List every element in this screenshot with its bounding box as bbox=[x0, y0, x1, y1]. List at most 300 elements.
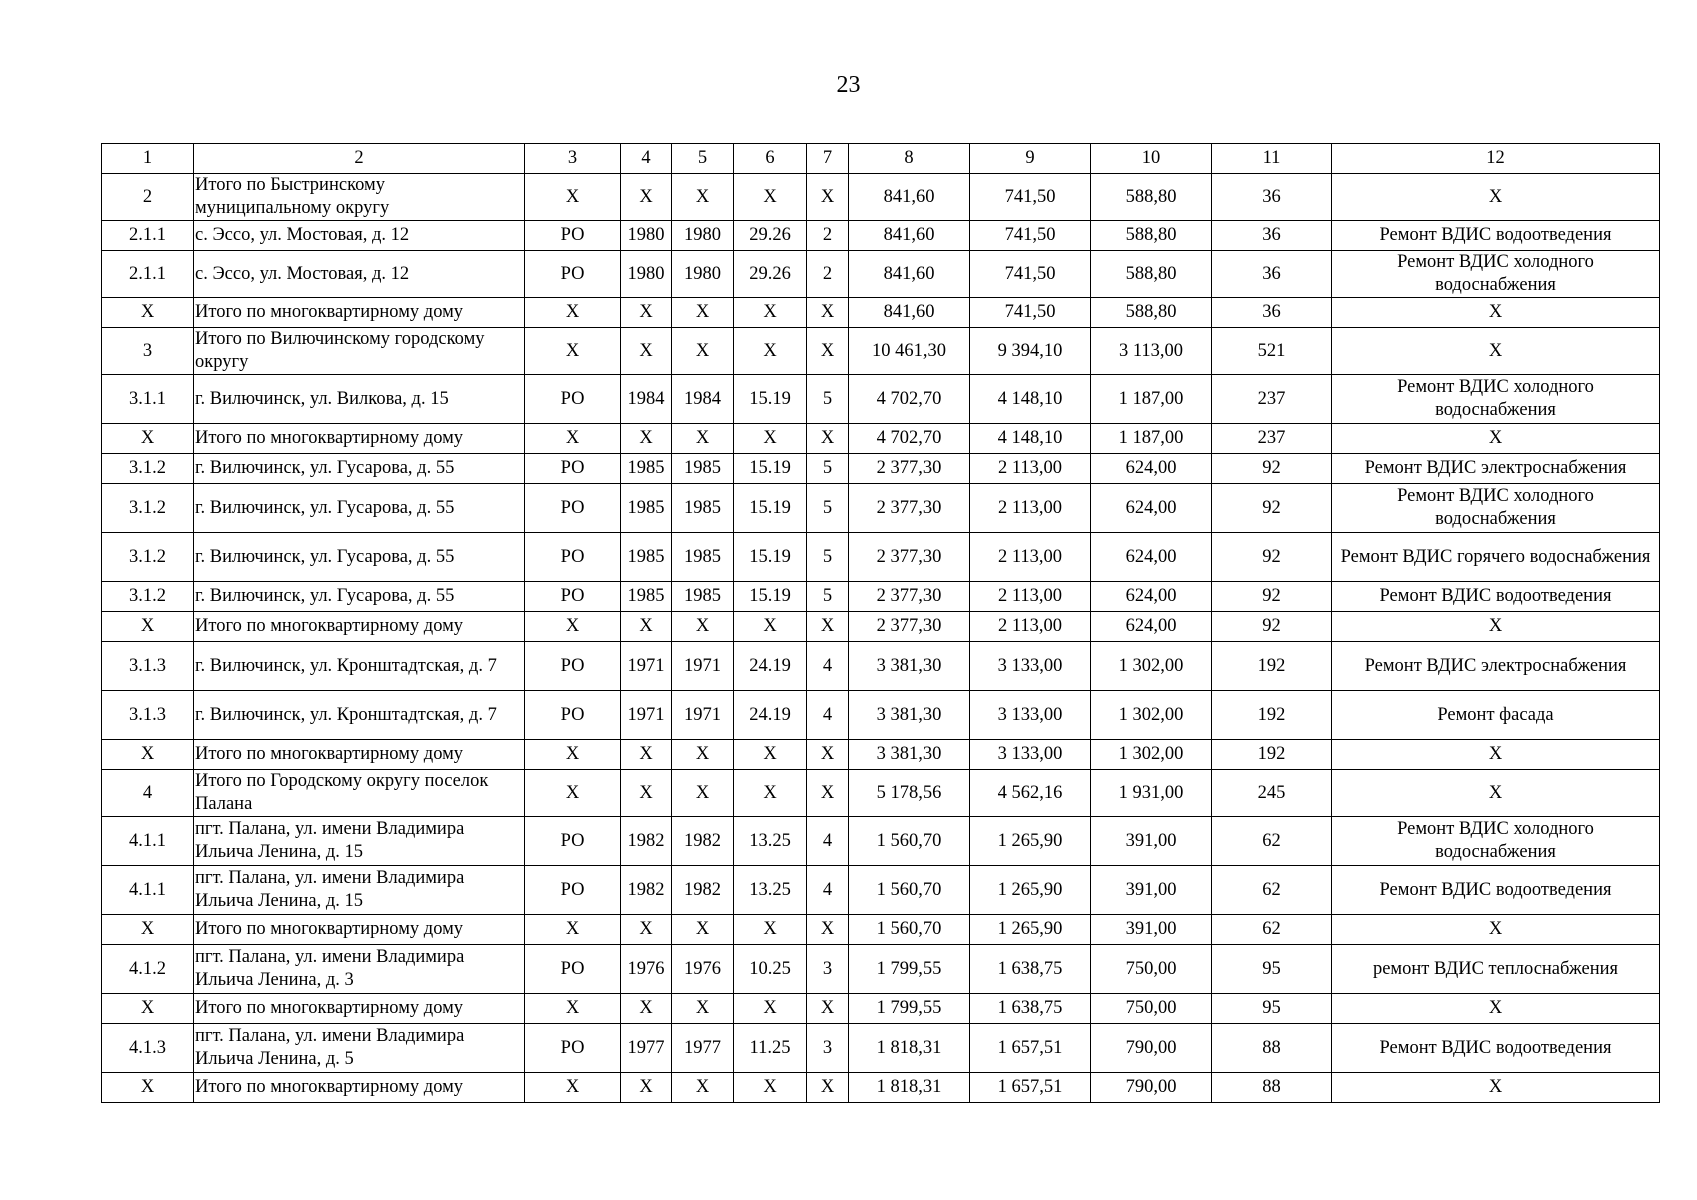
cell-year-commissioned: X bbox=[672, 994, 734, 1024]
cell-work-type: РО bbox=[525, 691, 621, 740]
cell-address: г. Вилючинск, ул. Гусарова, д. 55 bbox=[194, 484, 525, 533]
cell-work-type: X bbox=[525, 1073, 621, 1103]
table-row bbox=[102, 642, 1660, 691]
cell-work-description: X bbox=[1332, 298, 1660, 328]
cell-floors: X bbox=[807, 298, 849, 328]
cell-floors: 3 bbox=[807, 1024, 849, 1073]
cell-residents: 192 bbox=[1212, 740, 1332, 770]
cell-address: Итого по Городскому округу поселок Палана bbox=[194, 770, 525, 817]
cell-work-description: Ремонт ВДИС холодного водоснабжения bbox=[1332, 251, 1660, 298]
cell-year-built: 1982 bbox=[621, 817, 672, 866]
cell-floors: X bbox=[807, 740, 849, 770]
cell-nonliving-area: 624,00 bbox=[1091, 454, 1212, 484]
cell-total-area: 3 381,30 bbox=[849, 691, 970, 740]
cell-nonliving-area: 588,80 bbox=[1091, 251, 1212, 298]
cell-year-built: 1985 bbox=[621, 533, 672, 582]
cell-address: г. Вилючинск, ул. Вилкова, д. 15 bbox=[194, 375, 525, 424]
cell-total-area: 2 377,30 bbox=[849, 484, 970, 533]
cell-living-area: 2 113,00 bbox=[970, 454, 1091, 484]
cell-living-area: 3 133,00 bbox=[970, 642, 1091, 691]
cell-living-area: 1 265,90 bbox=[970, 915, 1091, 945]
cell-residents: 36 bbox=[1212, 174, 1332, 221]
cell-living-area: 2 113,00 bbox=[970, 533, 1091, 582]
cell-year-commissioned: 1985 bbox=[672, 582, 734, 612]
cell-work-description: Ремонт ВДИС водоотведения bbox=[1332, 1024, 1660, 1073]
table-row bbox=[102, 328, 1660, 375]
header-cell: 9 bbox=[970, 144, 1091, 174]
cell-norm: 15.19 bbox=[734, 484, 807, 533]
cell-nonliving-area: 790,00 bbox=[1091, 1073, 1212, 1103]
cell-row-number: 4.1.1 bbox=[102, 817, 194, 866]
cell-norm: 13.25 bbox=[734, 866, 807, 915]
cell-work-type: X bbox=[525, 740, 621, 770]
cell-living-area: 1 638,75 bbox=[970, 945, 1091, 994]
cell-floors: 5 bbox=[807, 375, 849, 424]
cell-row-number: X bbox=[102, 740, 194, 770]
cell-year-built: X bbox=[621, 298, 672, 328]
cell-year-commissioned: X bbox=[672, 740, 734, 770]
cell-year-built: 1977 bbox=[621, 1024, 672, 1073]
cell-year-built: 1985 bbox=[621, 582, 672, 612]
cell-living-area: 3 133,00 bbox=[970, 691, 1091, 740]
cell-address: пгт. Палана, ул. имени Владимира Ильича Ленина, д. 3 bbox=[194, 945, 525, 994]
cell-address: Итого по многоквартирному дому bbox=[194, 740, 525, 770]
cell-year-commissioned: X bbox=[672, 328, 734, 375]
cell-residents: 95 bbox=[1212, 994, 1332, 1024]
cell-work-description: X bbox=[1332, 612, 1660, 642]
cell-total-area: 3 381,30 bbox=[849, 642, 970, 691]
cell-norm: X bbox=[734, 1073, 807, 1103]
cell-nonliving-area: 1 931,00 bbox=[1091, 770, 1212, 817]
cell-living-area: 3 133,00 bbox=[970, 740, 1091, 770]
cell-residents: 36 bbox=[1212, 251, 1332, 298]
header-cell: 7 bbox=[807, 144, 849, 174]
cell-living-area: 2 113,00 bbox=[970, 612, 1091, 642]
cell-address: г. Вилючинск, ул. Гусарова, д. 55 bbox=[194, 533, 525, 582]
cell-row-number: 4.1.1 bbox=[102, 866, 194, 915]
table-row bbox=[102, 915, 1660, 945]
cell-address: пгт. Палана, ул. имени Владимира Ильича Ленина, д. 15 bbox=[194, 866, 525, 915]
header-cell: 4 bbox=[621, 144, 672, 174]
cell-total-area: 10 461,30 bbox=[849, 328, 970, 375]
cell-work-description: ремонт ВДИС теплоснабжения bbox=[1332, 945, 1660, 994]
cell-year-commissioned: 1980 bbox=[672, 251, 734, 298]
cell-row-number: X bbox=[102, 1073, 194, 1103]
cell-work-description: X bbox=[1332, 740, 1660, 770]
cell-year-built: 1984 bbox=[621, 375, 672, 424]
cell-year-built: 1980 bbox=[621, 251, 672, 298]
cell-floors: 4 bbox=[807, 817, 849, 866]
cell-floors: X bbox=[807, 612, 849, 642]
cell-norm: X bbox=[734, 424, 807, 454]
cell-nonliving-area: 1 187,00 bbox=[1091, 375, 1212, 424]
cell-floors: 4 bbox=[807, 642, 849, 691]
cell-norm: 13.25 bbox=[734, 817, 807, 866]
cell-residents: 237 bbox=[1212, 375, 1332, 424]
table-row bbox=[102, 582, 1660, 612]
cell-residents: 36 bbox=[1212, 298, 1332, 328]
cell-living-area: 2 113,00 bbox=[970, 582, 1091, 612]
cell-row-number: 3 bbox=[102, 328, 194, 375]
cell-total-area: 1 560,70 bbox=[849, 866, 970, 915]
cell-nonliving-area: 588,80 bbox=[1091, 298, 1212, 328]
cell-norm: 10.25 bbox=[734, 945, 807, 994]
cell-year-commissioned: X bbox=[672, 915, 734, 945]
cell-work-type: X bbox=[525, 612, 621, 642]
cell-norm: X bbox=[734, 994, 807, 1024]
cell-living-area: 9 394,10 bbox=[970, 328, 1091, 375]
cell-row-number: 3.1.2 bbox=[102, 582, 194, 612]
cell-living-area: 1 638,75 bbox=[970, 994, 1091, 1024]
cell-norm: 29.26 bbox=[734, 221, 807, 251]
table-row bbox=[102, 691, 1660, 740]
cell-work-type: РО bbox=[525, 484, 621, 533]
cell-address: Итого по многоквартирному дому bbox=[194, 298, 525, 328]
cell-address: Итого по многоквартирному дому bbox=[194, 915, 525, 945]
cell-floors: 4 bbox=[807, 866, 849, 915]
cell-living-area: 2 113,00 bbox=[970, 484, 1091, 533]
cell-total-area: 4 702,70 bbox=[849, 375, 970, 424]
cell-nonliving-area: 624,00 bbox=[1091, 582, 1212, 612]
cell-row-number: 3.1.3 bbox=[102, 691, 194, 740]
cell-floors: X bbox=[807, 994, 849, 1024]
cell-nonliving-area: 588,80 bbox=[1091, 221, 1212, 251]
cell-total-area: 1 560,70 bbox=[849, 915, 970, 945]
cell-residents: 92 bbox=[1212, 533, 1332, 582]
cell-work-description: X bbox=[1332, 994, 1660, 1024]
cell-nonliving-area: 750,00 bbox=[1091, 945, 1212, 994]
table-row bbox=[102, 424, 1660, 454]
cell-year-built: X bbox=[621, 174, 672, 221]
table-row bbox=[102, 174, 1660, 221]
cell-row-number: 3.1.2 bbox=[102, 484, 194, 533]
cell-address: г. Вилючинск, ул. Кронштадтская, д. 7 bbox=[194, 642, 525, 691]
page-number: 23 bbox=[836, 72, 861, 98]
header-cell: 6 bbox=[734, 144, 807, 174]
cell-work-description: Ремонт ВДИС водоотведения bbox=[1332, 221, 1660, 251]
cell-living-area: 741,50 bbox=[970, 251, 1091, 298]
cell-total-area: 1 560,70 bbox=[849, 817, 970, 866]
cell-living-area: 4 562,16 bbox=[970, 770, 1091, 817]
cell-work-description: Ремонт ВДИС водоотведения bbox=[1332, 582, 1660, 612]
cell-norm: 29.26 bbox=[734, 251, 807, 298]
cell-year-built: 1985 bbox=[621, 484, 672, 533]
cell-living-area: 4 148,10 bbox=[970, 424, 1091, 454]
cell-floors: 5 bbox=[807, 454, 849, 484]
cell-row-number: X bbox=[102, 994, 194, 1024]
cell-floors: 3 bbox=[807, 945, 849, 994]
cell-work-type: РО bbox=[525, 533, 621, 582]
header-cell: 11 bbox=[1212, 144, 1332, 174]
cell-row-number: 4 bbox=[102, 770, 194, 817]
cell-row-number: 2.1.1 bbox=[102, 221, 194, 251]
cell-nonliving-area: 1 302,00 bbox=[1091, 642, 1212, 691]
cell-total-area: 1 799,55 bbox=[849, 945, 970, 994]
cell-total-area: 2 377,30 bbox=[849, 582, 970, 612]
cell-work-type: X bbox=[525, 770, 621, 817]
cell-work-type: РО bbox=[525, 221, 621, 251]
cell-residents: 92 bbox=[1212, 612, 1332, 642]
cell-living-area: 741,50 bbox=[970, 298, 1091, 328]
cell-nonliving-area: 624,00 bbox=[1091, 533, 1212, 582]
cell-work-type: X bbox=[525, 994, 621, 1024]
cell-norm: 15.19 bbox=[734, 533, 807, 582]
cell-work-description: Ремонт ВДИС холодного водоснабжения bbox=[1332, 817, 1660, 866]
cell-year-commissioned: X bbox=[672, 174, 734, 221]
cell-total-area: 1 818,31 bbox=[849, 1073, 970, 1103]
cell-address: г. Вилючинск, ул. Гусарова, д. 55 bbox=[194, 582, 525, 612]
cell-work-type: X bbox=[525, 174, 621, 221]
cell-work-type: X bbox=[525, 424, 621, 454]
cell-nonliving-area: 588,80 bbox=[1091, 174, 1212, 221]
table-row bbox=[102, 817, 1660, 866]
cell-year-commissioned: 1982 bbox=[672, 817, 734, 866]
cell-floors: 5 bbox=[807, 533, 849, 582]
cell-norm: X bbox=[734, 298, 807, 328]
table-row bbox=[102, 994, 1660, 1024]
cell-residents: 92 bbox=[1212, 454, 1332, 484]
cell-work-type: РО bbox=[525, 582, 621, 612]
cell-total-area: 2 377,30 bbox=[849, 533, 970, 582]
cell-row-number: 3.1.2 bbox=[102, 533, 194, 582]
cell-address: пгт. Палана, ул. имени Владимира Ильича Ленина, д. 5 bbox=[194, 1024, 525, 1073]
cell-work-type: РО bbox=[525, 642, 621, 691]
cell-norm: X bbox=[734, 740, 807, 770]
cell-nonliving-area: 1 187,00 bbox=[1091, 424, 1212, 454]
cell-total-area: 5 178,56 bbox=[849, 770, 970, 817]
cell-year-built: 1982 bbox=[621, 866, 672, 915]
cell-row-number: X bbox=[102, 915, 194, 945]
cell-total-area: 2 377,30 bbox=[849, 454, 970, 484]
cell-residents: 88 bbox=[1212, 1024, 1332, 1073]
table-row bbox=[102, 484, 1660, 533]
cell-year-built: X bbox=[621, 915, 672, 945]
cell-living-area: 1 265,90 bbox=[970, 866, 1091, 915]
cell-address: Итого по многоквартирному дому bbox=[194, 1073, 525, 1103]
table-row bbox=[102, 221, 1660, 251]
table-row bbox=[102, 375, 1660, 424]
cell-nonliving-area: 3 113,00 bbox=[1091, 328, 1212, 375]
cell-address: пгт. Палана, ул. имени Владимира Ильича Ленина, д. 15 bbox=[194, 817, 525, 866]
cell-floors: X bbox=[807, 915, 849, 945]
cell-year-commissioned: 1985 bbox=[672, 484, 734, 533]
header-cell: 8 bbox=[849, 144, 970, 174]
table-row bbox=[102, 770, 1660, 817]
header-cell: 5 bbox=[672, 144, 734, 174]
cell-address: г. Вилючинск, ул. Гусарова, д. 55 bbox=[194, 454, 525, 484]
cell-total-area: 1 818,31 bbox=[849, 1024, 970, 1073]
cell-work-description: Ремонт фасада bbox=[1332, 691, 1660, 740]
cell-nonliving-area: 750,00 bbox=[1091, 994, 1212, 1024]
cell-norm: 15.19 bbox=[734, 375, 807, 424]
cell-work-description: X bbox=[1332, 1073, 1660, 1103]
cell-floors: X bbox=[807, 1073, 849, 1103]
cell-address: с. Эссо, ул. Мостовая, д. 12 bbox=[194, 251, 525, 298]
cell-residents: 237 bbox=[1212, 424, 1332, 454]
cell-work-type: РО bbox=[525, 817, 621, 866]
cell-work-type: X bbox=[525, 915, 621, 945]
cell-address: Итого по многоквартирному дому bbox=[194, 424, 525, 454]
cell-nonliving-area: 391,00 bbox=[1091, 866, 1212, 915]
cell-floors: X bbox=[807, 424, 849, 454]
cell-address: Итого по многоквартирному дому bbox=[194, 994, 525, 1024]
cell-living-area: 1 657,51 bbox=[970, 1024, 1091, 1073]
cell-work-description: X bbox=[1332, 770, 1660, 817]
cell-floors: X bbox=[807, 770, 849, 817]
table-row bbox=[102, 251, 1660, 298]
cell-year-built: X bbox=[621, 994, 672, 1024]
cell-living-area: 1 657,51 bbox=[970, 1073, 1091, 1103]
cell-total-area: 3 381,30 bbox=[849, 740, 970, 770]
table-row bbox=[102, 1024, 1660, 1073]
cell-work-description: X bbox=[1332, 915, 1660, 945]
cell-norm: X bbox=[734, 328, 807, 375]
cell-living-area: 4 148,10 bbox=[970, 375, 1091, 424]
cell-residents: 192 bbox=[1212, 642, 1332, 691]
cell-year-commissioned: 1971 bbox=[672, 691, 734, 740]
table-row bbox=[102, 533, 1660, 582]
cell-work-description: X bbox=[1332, 328, 1660, 375]
cell-residents: 192 bbox=[1212, 691, 1332, 740]
cell-norm: 11.25 bbox=[734, 1024, 807, 1073]
cell-nonliving-area: 624,00 bbox=[1091, 484, 1212, 533]
cell-living-area: 741,50 bbox=[970, 174, 1091, 221]
cell-floors: 5 bbox=[807, 484, 849, 533]
table-row bbox=[102, 612, 1660, 642]
cell-year-commissioned: X bbox=[672, 1073, 734, 1103]
cell-floors: 2 bbox=[807, 251, 849, 298]
data-table bbox=[101, 143, 1660, 1103]
cell-norm: X bbox=[734, 174, 807, 221]
cell-nonliving-area: 1 302,00 bbox=[1091, 740, 1212, 770]
cell-living-area: 741,50 bbox=[970, 221, 1091, 251]
cell-total-area: 2 377,30 bbox=[849, 612, 970, 642]
table-row bbox=[102, 740, 1660, 770]
cell-row-number: X bbox=[102, 298, 194, 328]
table-row bbox=[102, 866, 1660, 915]
cell-residents: 62 bbox=[1212, 915, 1332, 945]
cell-year-commissioned: X bbox=[672, 770, 734, 817]
cell-row-number: 3.1.2 bbox=[102, 454, 194, 484]
cell-row-number: 4.1.2 bbox=[102, 945, 194, 994]
cell-year-built: 1976 bbox=[621, 945, 672, 994]
header-cell: 1 bbox=[102, 144, 194, 174]
cell-residents: 88 bbox=[1212, 1073, 1332, 1103]
cell-year-commissioned: 1985 bbox=[672, 533, 734, 582]
cell-residents: 36 bbox=[1212, 221, 1332, 251]
cell-year-commissioned: 1982 bbox=[672, 866, 734, 915]
cell-residents: 62 bbox=[1212, 817, 1332, 866]
cell-residents: 92 bbox=[1212, 484, 1332, 533]
cell-work-description: Ремонт ВДИС электроснабжения bbox=[1332, 454, 1660, 484]
cell-work-type: X bbox=[525, 328, 621, 375]
cell-year-commissioned: 1971 bbox=[672, 642, 734, 691]
cell-norm: 24.19 bbox=[734, 642, 807, 691]
cell-total-area: 1 799,55 bbox=[849, 994, 970, 1024]
cell-row-number: 2 bbox=[102, 174, 194, 221]
cell-residents: 245 bbox=[1212, 770, 1332, 817]
cell-year-built: X bbox=[621, 612, 672, 642]
cell-residents: 95 bbox=[1212, 945, 1332, 994]
table-row bbox=[102, 298, 1660, 328]
cell-floors: 5 bbox=[807, 582, 849, 612]
cell-nonliving-area: 391,00 bbox=[1091, 817, 1212, 866]
cell-work-description: Ремонт ВДИС холодного водоснабжения bbox=[1332, 484, 1660, 533]
cell-residents: 62 bbox=[1212, 866, 1332, 915]
cell-norm: X bbox=[734, 770, 807, 817]
cell-year-built: 1971 bbox=[621, 642, 672, 691]
cell-year-commissioned: 1977 bbox=[672, 1024, 734, 1073]
cell-year-commissioned: 1984 bbox=[672, 375, 734, 424]
cell-row-number: 3.1.1 bbox=[102, 375, 194, 424]
header-cell: 3 bbox=[525, 144, 621, 174]
cell-total-area: 4 702,70 bbox=[849, 424, 970, 454]
cell-work-type: РО bbox=[525, 375, 621, 424]
cell-year-built: X bbox=[621, 424, 672, 454]
cell-floors: X bbox=[807, 328, 849, 375]
cell-work-type: РО bbox=[525, 866, 621, 915]
cell-year-built: 1971 bbox=[621, 691, 672, 740]
cell-row-number: 2.1.1 bbox=[102, 251, 194, 298]
cell-total-area: 841,60 bbox=[849, 298, 970, 328]
cell-address: г. Вилючинск, ул. Кронштадтская, д. 7 bbox=[194, 691, 525, 740]
cell-year-built: X bbox=[621, 328, 672, 375]
cell-norm: X bbox=[734, 612, 807, 642]
cell-norm: 15.19 bbox=[734, 454, 807, 484]
table-row bbox=[102, 1073, 1660, 1103]
cell-year-commissioned: 1985 bbox=[672, 454, 734, 484]
cell-row-number: 4.1.3 bbox=[102, 1024, 194, 1073]
header-cell: 12 bbox=[1332, 144, 1660, 174]
cell-work-type: РО bbox=[525, 1024, 621, 1073]
table-row bbox=[102, 454, 1660, 484]
cell-work-type: РО bbox=[525, 945, 621, 994]
cell-year-commissioned: X bbox=[672, 612, 734, 642]
cell-address: с. Эссо, ул. Мостовая, д. 12 bbox=[194, 221, 525, 251]
cell-norm: 15.19 bbox=[734, 582, 807, 612]
cell-work-description: Ремонт ВДИС электроснабжения bbox=[1332, 642, 1660, 691]
cell-living-area: 1 265,90 bbox=[970, 817, 1091, 866]
cell-row-number: X bbox=[102, 424, 194, 454]
cell-address: Итого по Быстринскому муниципальному округу bbox=[194, 174, 525, 221]
cell-row-number: X bbox=[102, 612, 194, 642]
cell-nonliving-area: 1 302,00 bbox=[1091, 691, 1212, 740]
cell-year-built: 1985 bbox=[621, 454, 672, 484]
cell-floors: 2 bbox=[807, 221, 849, 251]
cell-total-area: 841,60 bbox=[849, 251, 970, 298]
table-row bbox=[102, 945, 1660, 994]
cell-year-commissioned: X bbox=[672, 424, 734, 454]
cell-year-commissioned: 1980 bbox=[672, 221, 734, 251]
cell-work-description: Ремонт ВДИС водоотведения bbox=[1332, 866, 1660, 915]
cell-year-built: X bbox=[621, 740, 672, 770]
cell-residents: 521 bbox=[1212, 328, 1332, 375]
cell-residents: 92 bbox=[1212, 582, 1332, 612]
header-cell: 2 bbox=[194, 144, 525, 174]
cell-work-description: Ремонт ВДИС горячего водоснабжения bbox=[1332, 533, 1660, 582]
cell-year-commissioned: X bbox=[672, 298, 734, 328]
cell-nonliving-area: 391,00 bbox=[1091, 915, 1212, 945]
cell-address: Итого по многоквартирному дому bbox=[194, 612, 525, 642]
cell-work-description: X bbox=[1332, 424, 1660, 454]
cell-norm: X bbox=[734, 915, 807, 945]
cell-nonliving-area: 790,00 bbox=[1091, 1024, 1212, 1073]
cell-floors: 4 bbox=[807, 691, 849, 740]
cell-year-built: X bbox=[621, 770, 672, 817]
cell-work-description: X bbox=[1332, 174, 1660, 221]
header-row bbox=[102, 144, 1660, 174]
cell-total-area: 841,60 bbox=[849, 221, 970, 251]
